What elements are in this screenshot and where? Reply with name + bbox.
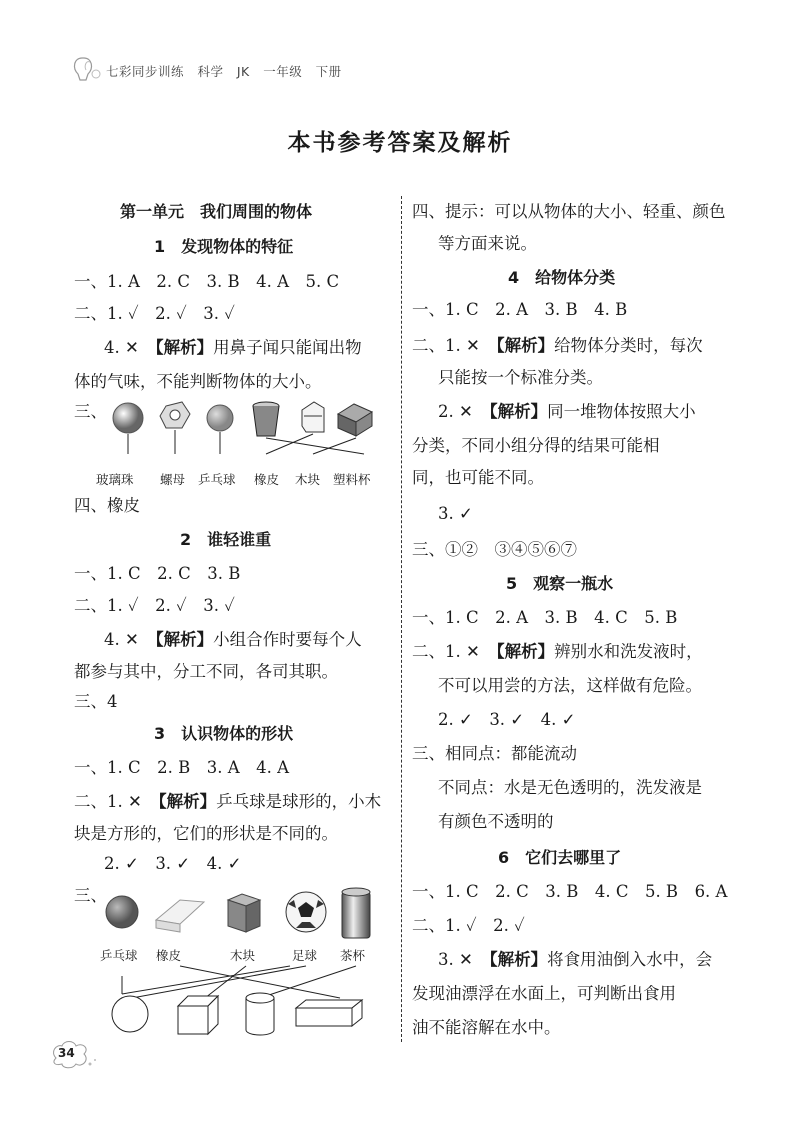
answer-line: 2. ✕ 【解析】同一堆物体按照大小 [438,402,696,421]
answer-line: 三、相同点：都能流动 [412,744,577,763]
header-title: 七彩同步训练 科学 JK 一年级 下册 [106,64,342,79]
football-icon [286,892,326,932]
answer-line: 有颜色不透明的 [438,812,554,831]
answer-line: 体的气味，不能判断物体的大小。 [74,372,322,391]
lesson-4-title: 4 给物体分类 [508,268,616,287]
nut-icon [160,402,190,428]
answer-line: 一、1. C 2. C 3. B [74,564,241,583]
answer-line: 二、1. ✓ 2. ✓ 3. ✓ [74,596,235,615]
lesson-6-title: 6 它们去哪里了 [498,848,622,867]
figure-label: 乒乓球 [100,948,138,963]
answer-line: 一、1. C 2. C 3. B 4. C 5. B 6. A [412,882,728,901]
wood-block-icon [228,894,260,932]
figure-label: 橡皮 [254,472,280,487]
answer-line: 都参与其中，分工不同，各司其职。 [74,662,338,681]
figure-label: 乒乓球 [198,472,236,487]
lesson-2-title: 2 谁轻谁重 [180,530,272,549]
page-number: 34 [58,1046,75,1060]
answer-line: 一、1. C 2. A 3. B 4. B [412,300,628,319]
lesson-5-title: 5 观察一瓶水 [506,574,614,593]
figure-label: 玻璃珠 [96,472,134,487]
figure-label: 橡皮 [156,948,182,963]
wood-block-icon [338,404,372,436]
cylinder-shape-icon [246,993,274,1035]
answer-line: 三、4 [74,692,118,711]
answer-line: 二、1. ✓ 2. ✓ 3. ✓ [74,304,235,323]
answer-line: 三、 [74,402,107,421]
answer-line: 4. ✕ 【解析】用鼻子闻只能闻出物 [104,338,362,357]
answer-line: 3. ✓ [438,504,473,523]
figure-label: 足球 [292,948,318,963]
glass-bead-icon [113,403,143,433]
answer-line: 只能按一个标准分类。 [438,368,603,387]
answer-line: 块是方形的，它们的形状是不同的。 [74,824,338,843]
figure-label: 木块 [295,472,321,487]
eraser-icon [302,402,324,432]
answer-line: 三、 [74,886,107,905]
sphere-shape-icon [112,996,148,1032]
answer-line: 一、1. C 2. B 3. A 4. A [74,758,290,777]
answer-line: 发现油漂浮在水面上，可判断出食用 [412,984,676,1003]
answer-line: 二、1. ✕ 【解析】辨别水和洗发液时， [412,642,703,661]
answer-line: 油不能溶解在水中。 [412,1018,561,1037]
answer-line: 四、提示：可以从物体的大小、轻重、颜色 [412,202,726,221]
answer-line: 同，也可能不同。 [412,468,544,487]
answer-line: 二、1. ✕ 【解析】给物体分类时，每次 [412,336,703,355]
figure-label: 塑料杯 [333,472,371,487]
answer-line: 二、1. ✕ 【解析】乒乓球是球形的，小木 [74,792,382,811]
answer-line: 4. ✕ 【解析】小组合作时要每个人 [104,630,362,649]
cube-shape-icon [178,996,218,1034]
answer-line: 不同点：水是无色透明的，洗发液是 [438,778,702,797]
ping-pong-ball-icon [207,405,233,431]
tea-cup-icon [342,888,370,938]
plastic-cup-icon [253,402,279,436]
unit-title: 第一单元 我们周围的物体 [120,202,313,221]
answer-line: 四、橡皮 [74,496,140,515]
cuboid-shape-icon [296,1000,362,1026]
figure-label: 螺母 [160,472,186,487]
answer-line: 3. ✕ 【解析】将食用油倒入水中，会 [438,950,713,969]
eraser-icon [156,900,204,932]
ping-pong-ball-icon [106,896,138,928]
answer-line: 等方面来说。 [438,234,537,253]
answer-line: 三、①② ③④⑤⑥⑦ [412,540,577,559]
page-title: 本书参考答案及解析 [287,130,513,156]
lesson-1-title: 1 发现物体的特征 [154,237,294,256]
figure-label: 茶杯 [340,948,366,963]
answer-line: 2. ✓ 3. ✓ 4. ✓ [438,710,576,729]
answer-line: 二、1. ✓ 2. ✓ [412,916,525,935]
lesson-3-title: 3 认识物体的形状 [154,724,294,743]
matching-figure-1 [106,398,386,470]
figure-label: 木块 [230,948,256,963]
answer-line: 2. ✓ 3. ✓ 4. ✓ [104,854,242,873]
column-divider [401,196,402,1042]
answer-line: 一、1. A 2. C 3. B 4. A 5. C [74,272,340,291]
answer-line: 一、1. C 2. A 3. B 4. C 5. B [412,608,678,627]
answer-line: 分类，不同小组分得的结果可能相 [412,436,660,455]
answer-line: 不可以用尝的方法，这样做有危险。 [438,676,702,695]
